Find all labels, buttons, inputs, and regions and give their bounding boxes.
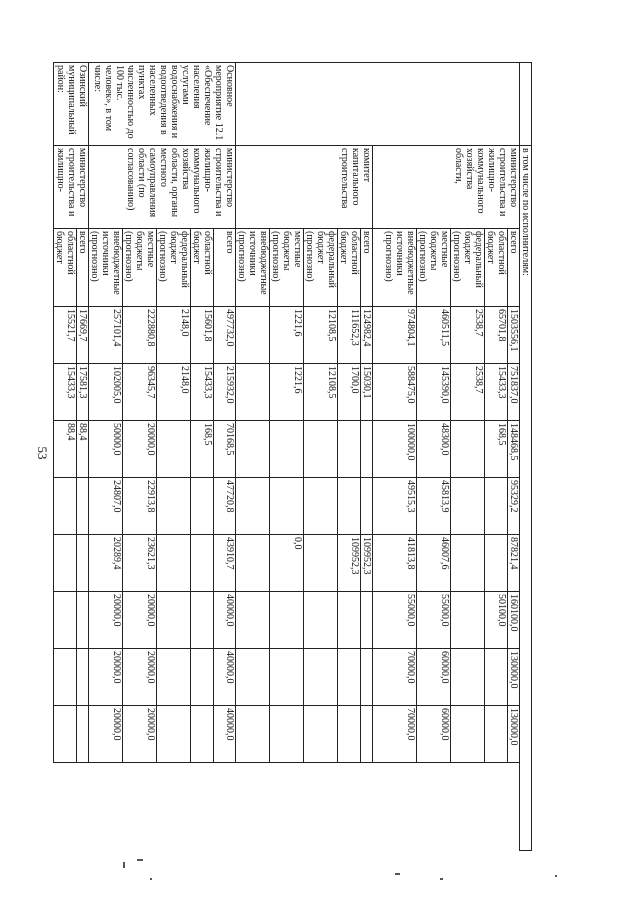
value-cell: 2148,0 — [157, 307, 191, 364]
funding-source-cell: местные бюджеты (прогнозно) — [270, 229, 304, 307]
value-cell: 109952,3 — [361, 535, 373, 592]
funding-source-cell: всего — [361, 229, 373, 307]
value-cell — [304, 649, 338, 706]
value-cell: 88,4 — [77, 421, 89, 478]
value-cell — [304, 592, 338, 649]
value-cell: 46007,6 — [417, 535, 451, 592]
table-row — [508, 63, 520, 851]
value-cell — [77, 535, 89, 592]
funding-source-cell: областной бюджет — [54, 229, 77, 307]
value-cell: 70168,5 — [214, 421, 236, 478]
header-row-text: в том числе по исполнителям: — [520, 146, 532, 851]
value-cell: 17669,7 — [77, 307, 89, 364]
value-cell — [157, 592, 191, 649]
funding-source-cell: внебюджетные источники (прогнозно) — [89, 229, 123, 307]
value-cell: 15030,1 — [361, 364, 373, 421]
value-cell — [451, 535, 485, 592]
table-row — [214, 63, 236, 851]
executor-cell: министерство строительства и жилищно- — [54, 146, 89, 229]
value-cell — [191, 592, 214, 649]
value-cell: 40000,0 — [214, 592, 236, 649]
funding-source-cell: местные бюджеты (прогнозно) — [417, 229, 451, 307]
funding-source-cell: областной бюджет — [191, 229, 214, 307]
funding-source-cell: внебюджетные источники (прогнозно) — [373, 229, 417, 307]
value-cell: 87821,4 — [508, 535, 520, 592]
value-cell: 751837,0 — [508, 364, 520, 421]
value-cell: 60000,0 — [417, 706, 451, 763]
value-cell — [236, 364, 270, 421]
value-cell: 102005,0 — [89, 364, 123, 421]
value-cell: 2148,0 — [157, 364, 191, 421]
value-cell: 50100,0 — [485, 592, 508, 649]
value-cell: 1700,0 — [338, 364, 361, 421]
value-cell: 2538,7 — [451, 364, 485, 421]
value-cell: 95329,2 — [508, 478, 520, 535]
value-cell — [361, 706, 373, 763]
value-cell: 60000,0 — [417, 649, 451, 706]
value-cell: 20000,0 — [123, 592, 157, 649]
value-cell: 24807,0 — [89, 478, 123, 535]
value-cell — [361, 478, 373, 535]
value-cell: 15433,3 — [54, 364, 77, 421]
value-cell — [361, 649, 373, 706]
value-cell: 109952,3 — [338, 535, 361, 592]
value-cell — [338, 706, 361, 763]
value-cell: 1221,6 — [270, 307, 304, 364]
value-cell: 222880,8 — [123, 307, 157, 364]
value-cell: 974804,1 — [373, 307, 417, 364]
value-cell: 1503556,1 — [508, 307, 520, 364]
value-cell: 130000,0 — [508, 706, 520, 763]
value-cell — [304, 706, 338, 763]
value-cell: 20000,0 — [123, 706, 157, 763]
scan-speck — [395, 873, 400, 875]
value-cell: 20289,4 — [89, 535, 123, 592]
value-cell — [191, 649, 214, 706]
value-cell — [236, 706, 270, 763]
value-cell: 23621,3 — [123, 535, 157, 592]
value-cell — [157, 649, 191, 706]
page-number: 53 — [35, 446, 50, 460]
value-cell — [361, 592, 373, 649]
value-cell: 15601,8 — [191, 307, 214, 364]
value-cell: 48300,0 — [417, 421, 451, 478]
value-cell — [157, 706, 191, 763]
value-cell — [485, 535, 508, 592]
funding-source-cell: областной бюджет — [338, 229, 361, 307]
value-cell: 497732,0 — [214, 307, 236, 364]
value-cell: 15433,3 — [191, 364, 214, 421]
value-cell — [270, 649, 304, 706]
table-row — [77, 63, 89, 851]
value-cell: 215932,0 — [214, 364, 236, 421]
value-cell — [338, 478, 361, 535]
value-cell — [77, 478, 89, 535]
value-cell: 111652,3 — [338, 307, 361, 364]
value-cell — [236, 478, 270, 535]
value-cell: 47720,8 — [214, 478, 236, 535]
value-cell: 588475,0 — [373, 364, 417, 421]
value-cell: 22913,8 — [123, 478, 157, 535]
value-cell — [338, 592, 361, 649]
value-cell — [485, 478, 508, 535]
value-cell — [485, 649, 508, 706]
value-cell: 55000,0 — [417, 592, 451, 649]
table-body — [54, 63, 532, 851]
value-cell: 2538,7 — [451, 307, 485, 364]
value-cell: 40000,0 — [214, 649, 236, 706]
value-cell — [236, 649, 270, 706]
value-cell — [54, 478, 77, 535]
value-cell — [451, 649, 485, 706]
value-cell — [157, 421, 191, 478]
value-cell: 12108,5 — [304, 307, 338, 364]
value-cell: 168,5 — [191, 421, 214, 478]
funding-source-cell: внебюджетные источники (прогнозно) — [236, 229, 270, 307]
scan-speck — [555, 875, 557, 877]
value-cell — [157, 478, 191, 535]
value-cell — [451, 478, 485, 535]
value-cell: 15521,7 — [54, 307, 77, 364]
measure-header-cell — [520, 63, 532, 146]
value-cell — [191, 706, 214, 763]
value-cell: 41813,8 — [373, 535, 417, 592]
value-cell — [338, 649, 361, 706]
measure-cell: Основное мероприятие 12.1 «Обеспечение населения услугами водоснабжения и водоотведения в населенных пунктах численностью до 100 тыс. человек», в том числе: — [89, 63, 236, 146]
value-cell — [77, 592, 89, 649]
table-row — [361, 63, 373, 851]
value-cell — [270, 706, 304, 763]
value-cell — [361, 421, 373, 478]
value-cell: 1221,6 — [270, 364, 304, 421]
funding-source-cell: федеральный бюджет (прогнозно) — [451, 229, 485, 307]
value-cell: 45813,9 — [417, 478, 451, 535]
value-cell: 145390,0 — [417, 364, 451, 421]
value-cell: 88,4 — [54, 421, 77, 478]
executor-cell: комитет капитального строительства — [236, 146, 373, 229]
value-cell: 50000,0 — [89, 421, 123, 478]
value-cell — [236, 592, 270, 649]
funding-source-cell: всего — [77, 229, 89, 307]
value-cell: 460511,5 — [417, 307, 451, 364]
scan-speck — [137, 859, 143, 861]
executor-cell: министерство строительства и жилищно-коммунального хозяйства области, — [373, 146, 520, 229]
value-cell: 43910,7 — [214, 535, 236, 592]
value-cell — [191, 535, 214, 592]
value-cell — [54, 706, 77, 763]
value-cell: 168,5 — [485, 421, 508, 478]
executor-cell: министерство строительства и жилищно-коммунального хозяйства области, органы местного самоуправления области (по согласованию) — [89, 146, 236, 229]
value-cell: 70000,0 — [373, 706, 417, 763]
value-cell: 100000,0 — [373, 421, 417, 478]
value-cell: 148468,5 — [508, 421, 520, 478]
funding-source-cell: местные бюджеты (прогнозно) — [123, 229, 157, 307]
value-cell: 20000,0 — [89, 592, 123, 649]
value-cell — [270, 592, 304, 649]
value-cell — [77, 649, 89, 706]
value-cell — [236, 535, 270, 592]
value-cell: 20000,0 — [123, 649, 157, 706]
value-cell — [485, 706, 508, 763]
value-cell — [270, 421, 304, 478]
value-cell: 55000,0 — [373, 592, 417, 649]
value-cell — [191, 478, 214, 535]
measure-cell: Озинский муниципальный район: — [54, 63, 89, 146]
scan-speck — [440, 878, 443, 880]
value-cell — [157, 535, 191, 592]
measure-cell — [236, 63, 520, 146]
value-cell: 65701,8 — [485, 307, 508, 364]
value-cell — [451, 706, 485, 763]
funding-source-cell: федеральный бюджет (прогнозно) — [157, 229, 191, 307]
funding-source-cell: областной бюджет — [485, 229, 508, 307]
value-cell: 257101,4 — [89, 307, 123, 364]
budget-table — [53, 62, 532, 851]
funding-source-cell: всего — [508, 229, 520, 307]
value-cell: 96345,7 — [123, 364, 157, 421]
value-cell: 160100,0 — [508, 592, 520, 649]
rotated-table-area — [54, 62, 532, 850]
value-cell: 0,0 — [270, 535, 304, 592]
value-cell: 40000,0 — [214, 706, 236, 763]
value-cell — [338, 421, 361, 478]
value-cell: 130000,0 — [508, 649, 520, 706]
value-cell — [304, 535, 338, 592]
value-cell: 20000,0 — [89, 649, 123, 706]
funding-source-cell: федеральный бюджет (прогнозно) — [304, 229, 338, 307]
scan-speck — [123, 862, 125, 868]
value-cell: 12108,5 — [304, 364, 338, 421]
value-cell — [304, 478, 338, 535]
value-cell — [304, 421, 338, 478]
value-cell: 17581,3 — [77, 364, 89, 421]
value-cell: 124982,4 — [361, 307, 373, 364]
value-cell — [54, 535, 77, 592]
value-cell — [451, 592, 485, 649]
value-cell: 20000,0 — [123, 421, 157, 478]
value-cell — [451, 421, 485, 478]
value-cell — [54, 592, 77, 649]
scan-speck — [150, 878, 152, 880]
funding-source-cell: всего — [214, 229, 236, 307]
value-cell — [236, 307, 270, 364]
value-cell: 20000,0 — [89, 706, 123, 763]
table-header-row — [520, 63, 532, 851]
value-cell: 15433,3 — [485, 364, 508, 421]
value-cell — [270, 478, 304, 535]
value-cell: 70000,0 — [373, 649, 417, 706]
value-cell — [54, 649, 77, 706]
value-cell: 49515,3 — [373, 478, 417, 535]
value-cell — [236, 421, 270, 478]
value-cell — [77, 706, 89, 763]
table-rotated-frame — [54, 62, 532, 850]
